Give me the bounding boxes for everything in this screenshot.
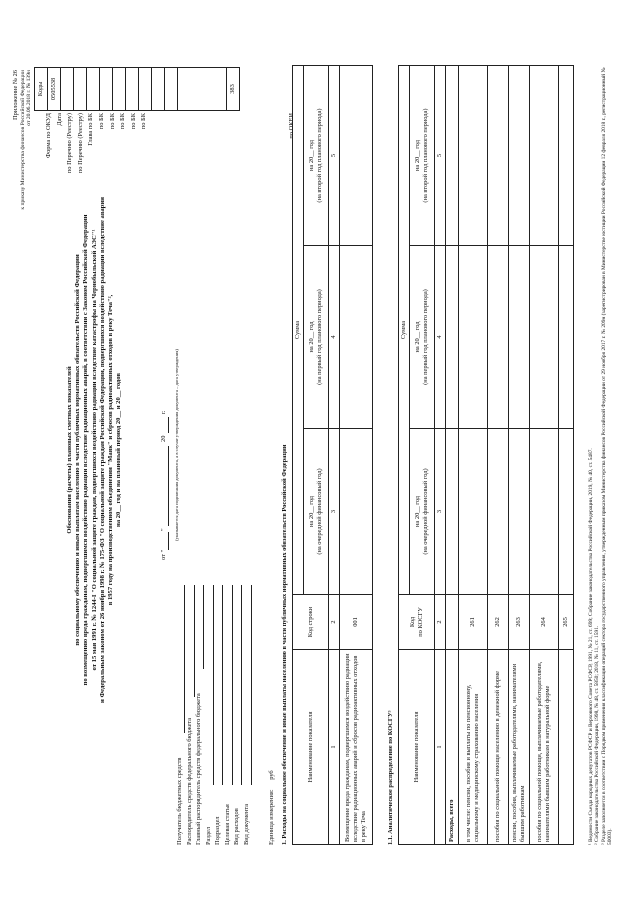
title-line-1: Обоснования (расчеты) плановых сметных показателей xyxy=(66,366,73,534)
col-year2-header: на 20__ год (на первый год планового периода) xyxy=(410,246,435,429)
title-line-7: на 20__ год и на плановый период 20__ и 20__ годов xyxy=(115,373,123,527)
row-value xyxy=(559,66,574,246)
row-code xyxy=(446,595,459,650)
row-value xyxy=(488,246,509,429)
row-value xyxy=(459,246,488,429)
section-1-1-title: 1.1. Аналитическое распределение по КОСГУ³ xyxy=(387,710,394,845)
code-cell xyxy=(126,68,139,111)
code-cell xyxy=(74,68,87,111)
section-1-table xyxy=(292,65,373,845)
row-value xyxy=(446,428,459,594)
section-1-title: 1. Расходы на социальное обеспечение и иные выплаты населению в части публичных нормативных обязательств Российской Федерации xyxy=(281,444,288,845)
row-value xyxy=(530,428,559,594)
footnote-2: ² Собрание законодательства Российской Федерации, 1998, № 48, ст. 5850; 2018, № 11, ст. 1591. xyxy=(594,625,601,845)
row-name: пенсии, пособия, выплачиваемые работодателями, нанимателями бывшим работникам xyxy=(509,650,530,845)
col-year3-header: на 20__ год (на второй год планового периода) xyxy=(304,66,329,246)
code-cell xyxy=(139,68,152,111)
header-field: Целевая статья xyxy=(224,585,234,845)
row-value xyxy=(488,428,509,594)
table-row xyxy=(509,66,530,845)
row-value xyxy=(509,246,530,429)
unit-value: руб xyxy=(268,770,275,780)
header-field: Подраздел xyxy=(214,585,224,845)
date-prefix: от " xyxy=(160,549,167,560)
col-name-header: Наименование показателя xyxy=(293,650,329,845)
date-year: 20 xyxy=(160,435,167,442)
row-value xyxy=(446,66,459,246)
date-suffix: г. xyxy=(160,410,167,414)
header-field: Раздел xyxy=(205,585,215,845)
col-number: 3 xyxy=(329,428,340,594)
title-line-5: и Федеральным законом от 26 ноября 1998 г. № 175-ФЗ "О социальной защите граждан Российской Федерации, подвергшихся воздействию радиации вследствие аварии xyxy=(98,197,106,703)
footnote-1: ¹ Ведомости Съезда народных депутатов РСФСР и Верховного Совета РСФСР, 1991, № 21, ст. 699; Собрание законодательства Российской Федерации, 2019, № 40, ст. 5487. xyxy=(588,448,594,845)
table-row xyxy=(488,66,509,845)
row-value xyxy=(559,428,574,594)
code-okud: 0505538 xyxy=(48,68,61,111)
row-name: в том числе: пенсии, пособия и выплаты по пенсионному, социальному и медицинскому страхованию населения xyxy=(459,650,488,845)
col-number: 3 xyxy=(435,428,446,594)
document-date-line xyxy=(160,330,170,560)
row-value xyxy=(530,66,559,246)
col-number: 4 xyxy=(435,246,446,429)
row-value xyxy=(459,66,488,246)
col-number: 5 xyxy=(329,66,340,246)
col-number: 1 xyxy=(329,650,340,845)
code-okei: 383 xyxy=(227,68,240,111)
col-number: 5 xyxy=(435,66,446,246)
header-field: Получатель бюджетных средств xyxy=(176,585,186,845)
appendix-date: от 20.06.2018 г. № 139н xyxy=(26,70,33,126)
title-line-2: по социальному обеспечению и иным выплатам населению в части публичных нормативных обязательств Российской Федерации xyxy=(74,254,82,646)
col-year3-header: на 20__ год (на второй год планового периода) xyxy=(410,66,435,246)
row-value xyxy=(488,66,509,246)
title-line-6: в 1957 году на производственном объединении "Маяк" и сбросов радиоактивных отходов в реку Теча"², xyxy=(107,294,115,606)
code-cell xyxy=(178,68,227,111)
code-cell xyxy=(165,68,178,111)
table-row xyxy=(340,66,373,845)
row-value xyxy=(459,428,488,594)
codes-labels: Форма по ОКУД Дата по Перечню (Реестру) по Перечню (Реестру) Глава по БК по БК по БК по БК по БК по БК xyxy=(45,113,148,174)
code-cell xyxy=(152,68,165,111)
code-cell xyxy=(87,68,100,111)
col-year1-header: на 20__ год (на очередной финансовый год) xyxy=(304,428,329,594)
row-value xyxy=(509,66,530,246)
row-value xyxy=(530,246,559,429)
col-sum-header: Сумма xyxy=(399,66,410,595)
table-row xyxy=(459,66,488,845)
appendix-block xyxy=(12,70,33,305)
row-value xyxy=(559,246,574,429)
row-name xyxy=(559,650,574,845)
row-value xyxy=(340,66,373,246)
row-value xyxy=(509,428,530,594)
row-code: 262 xyxy=(488,595,509,650)
header-fields xyxy=(176,585,252,845)
row-name: Возмещение вреда гражданам, подвергшимся воздействию радиации вследствие радиационных аварий и сбросов радиоактивных отходов в реку Теча xyxy=(340,650,373,845)
codes-table xyxy=(34,67,240,111)
row-value xyxy=(446,246,459,429)
footnote-3: ³ Разделе заполняется в соответствии с Порядком применения классификации операций сектора государственного управления, утвержденным приказом Министерства финансов Российской Федерации от 29 ноября 2017 г. № 209н (зарегистрирован в Министерстве юстиции Российской Федерации 12 февраля 2018 г., регистрационный № 50003). xyxy=(600,67,614,845)
appendix-order: к приказу Министерства финансов Российской Федерации xyxy=(19,70,26,210)
row-code: 001 xyxy=(340,595,373,650)
row-name: пособия по социальной помощи населению в денежной форме xyxy=(488,650,509,845)
col-code-header: Код строки xyxy=(293,595,329,650)
row-value xyxy=(340,428,373,594)
date-quote: " xyxy=(160,528,167,531)
col-number: 1 xyxy=(435,650,446,845)
col-number: 4 xyxy=(329,246,340,429)
row-name: Расходы, всего xyxy=(446,650,459,845)
col-kosgu-header: Код по КОСГУ xyxy=(399,595,435,650)
row-name: пособия по социальной помощи, выплачиваемые работодателями, нанимателями бывшим работникам в натуральной форме xyxy=(530,650,559,845)
row-value xyxy=(340,246,373,429)
col-name-header: Наименование показателя xyxy=(399,650,435,845)
code-cell xyxy=(113,68,126,111)
header-field: Вид документа xyxy=(243,585,253,845)
table-row xyxy=(446,66,459,845)
row-code: 263 xyxy=(509,595,530,650)
title-line-3: по возмещению вреда гражданам, подвергшимся воздействию радиации вследствие радиационных аварий, в соответствии с Законом Российской Федерации xyxy=(82,214,90,686)
code-cell xyxy=(61,68,74,111)
col-number: 2 xyxy=(329,595,340,650)
appendix-number: Приложение № 26 xyxy=(12,70,19,120)
title-line-4: от 15 мая 1991 г. № 1244-I "О социальной защите граждан, подвергшихся воздействию радиации вследствие катастрофы на Чернобыльской АЭС"¹ xyxy=(90,229,98,671)
header-field: Распорядитель средств федерального бюджета xyxy=(186,585,196,845)
header-field: Главный распорядитель средств федерального бюджета xyxy=(195,585,205,845)
header-field: Вид расходов xyxy=(233,585,243,845)
okei-label: по ОКЕИ xyxy=(288,113,295,139)
unit-of-measure xyxy=(268,770,276,845)
col-sum-header: Сумма xyxy=(293,66,304,595)
col-year2-header: на 20__ год (на первый год планового периода) xyxy=(304,246,329,429)
row-code: 261 xyxy=(459,595,488,650)
code-cell xyxy=(100,68,113,111)
col-year1-header: на 20__ год (на очередной финансовый год) xyxy=(410,428,435,594)
codes-header: Коды xyxy=(35,68,48,111)
table-row xyxy=(530,66,559,845)
section-1-1-table xyxy=(398,65,574,845)
unit-label: Единица измерения: xyxy=(268,789,275,845)
row-code: 265 xyxy=(559,595,574,650)
date-hint: (указывается дата подписания документа, а в случае утверждения документа – дата утверждения) xyxy=(174,349,179,541)
col-number: 2 xyxy=(435,595,446,650)
table-row xyxy=(559,66,574,845)
footnotes xyxy=(588,65,614,845)
row-code: 264 xyxy=(530,595,559,650)
